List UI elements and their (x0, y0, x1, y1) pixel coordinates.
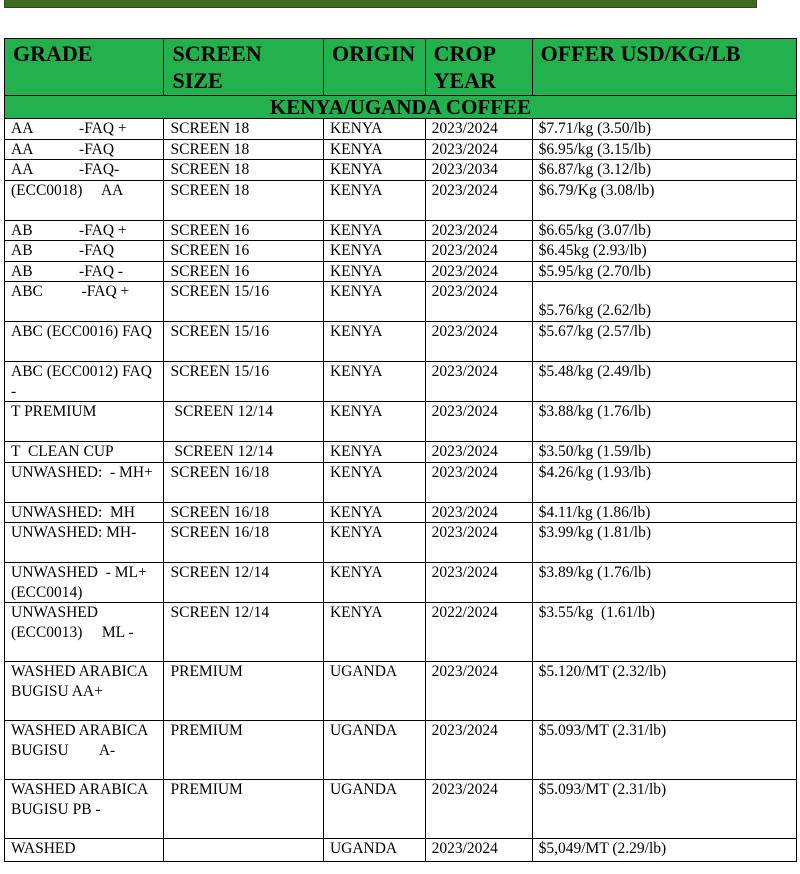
origin-cell-text: KENYA (329, 443, 383, 460)
crop-year-cell (425, 220, 532, 241)
crop-year-cell (425, 282, 532, 322)
grade-cell (5, 563, 164, 603)
screen-size-cell-text: SCREEN 18 (170, 120, 250, 137)
offer-cell-text: $3.89/kg (1.76/lb) (538, 564, 651, 581)
origin-cell (323, 402, 425, 442)
origin-cell-text: KENYA (329, 181, 383, 199)
offer-cell (532, 839, 796, 862)
offer-cell (532, 160, 796, 181)
header-offer: OFFER USD/KG/LB (532, 39, 796, 96)
crop-year-cell-text: 2023/2024 (431, 463, 498, 481)
table-row (5, 780, 797, 839)
screen-size-cell (164, 839, 323, 862)
origin-cell (323, 780, 425, 839)
table-row (5, 180, 797, 220)
origin-cell (323, 322, 425, 362)
crop-year-cell-text: 2023/2024 (431, 283, 498, 300)
crop-year-cell-text: 2023/2024 (431, 840, 498, 857)
grade-cell (5, 322, 164, 362)
screen-size-cell-text: SCREEN 16/18 (170, 503, 270, 521)
grade-cell (5, 839, 164, 862)
offer-cell (532, 220, 796, 241)
grade-cell-text: WASHED (11, 840, 76, 857)
offer-cell-text: $6.87/kg (3.12/lb) (538, 161, 651, 178)
screen-size-cell-text: SCREEN 15/16 (170, 323, 270, 340)
grade-cell-text: UNWASHED: MH- (11, 524, 137, 541)
screen-size-cell-text: SCREEN 16 (170, 221, 250, 239)
offer-cell (532, 402, 796, 442)
crop-year-cell-text: 2023/2024 (431, 242, 498, 259)
grade-cell (5, 721, 164, 780)
origin-cell-text: KENYA (329, 524, 383, 541)
offer-cell (532, 721, 796, 780)
crop-year-cell (425, 780, 532, 839)
grade-cell-text: AA -FAQ (11, 140, 115, 158)
offer-cell-text: $3.50/kg (1.59/lb) (538, 443, 651, 460)
crop-year-cell-text: 2023/2024 (431, 323, 498, 340)
crop-year-cell-text: 2023/2024 (431, 663, 498, 680)
crop-year-cell (425, 462, 532, 502)
header-screen-size: SCREEN SIZE (164, 39, 323, 96)
origin-cell-text: KENYA (329, 242, 383, 259)
table-row (5, 282, 797, 322)
grade-cell-text: UNWASHED: - MH+ (11, 463, 153, 481)
header-origin: ORIGIN (323, 39, 425, 96)
offer-cell-text: $3.88/kg (1.76/lb) (538, 403, 651, 420)
offer-cell-text: $5.95/kg (2.70/lb) (538, 262, 651, 280)
grade-cell-text: (ECC0018) AA (11, 181, 124, 199)
screen-size-cell-text: PREMIUM (170, 663, 243, 680)
screen-size-cell-text: SCREEN 16/18 (170, 463, 270, 481)
grade-cell-text: AA -FAQ + (11, 120, 127, 137)
screen-size-cell (164, 322, 323, 362)
origin-cell (323, 462, 425, 502)
offer-cell-text: $4.26/kg (1.93/lb) (538, 463, 651, 481)
crop-year-cell-text: 2023/2024 (431, 403, 498, 420)
grade-cell (5, 119, 164, 140)
origin-cell-text: KENYA (329, 463, 383, 481)
crop-year-cell-text: 2023/2024 (431, 221, 498, 239)
screen-size-cell-text: SCREEN 16 (170, 242, 250, 259)
origin-cell-text: KENYA (329, 323, 383, 340)
crop-year-cell-text: 2023/2024 (431, 262, 498, 280)
table-row (5, 502, 797, 523)
table-row (5, 523, 797, 563)
table-row (5, 139, 797, 160)
screen-size-cell (164, 362, 323, 402)
screen-size-cell-text: PREMIUM (170, 781, 243, 798)
crop-year-cell (425, 839, 532, 862)
crop-year-cell (425, 402, 532, 442)
grade-cell (5, 523, 164, 563)
origin-cell-text: KENYA (329, 503, 383, 521)
crop-year-cell (425, 180, 532, 220)
offer-cell (532, 780, 796, 839)
origin-cell (323, 241, 425, 262)
screen-size-cell (164, 261, 323, 282)
grade-cell-text: UNWASHED: MH (11, 503, 135, 521)
offer-cell (532, 282, 796, 322)
header-bar (4, 0, 757, 8)
offer-cell-text: $6.45kg (2.93/lb) (538, 242, 647, 259)
origin-cell (323, 139, 425, 160)
screen-size-cell-text: SCREEN 12/14 (170, 403, 273, 420)
screen-size-cell (164, 563, 323, 603)
screen-size-cell-text: SCREEN 12/14 (170, 564, 270, 581)
screen-size-cell (164, 662, 323, 721)
table-row (5, 220, 797, 241)
screen-size-cell (164, 241, 323, 262)
grade-cell-text: ABC -FAQ + (11, 283, 130, 300)
screen-size-cell (164, 462, 323, 502)
offer-cell (532, 563, 796, 603)
screen-size-cell (164, 780, 323, 839)
origin-cell-text: KENYA (329, 403, 383, 420)
origin-cell (323, 442, 425, 463)
table-row (5, 462, 797, 502)
table-row (5, 662, 797, 721)
origin-cell-text: UGANDA (329, 722, 398, 739)
coffee-offer-table (4, 38, 797, 862)
offer-cell (532, 502, 796, 523)
screen-size-cell (164, 402, 323, 442)
origin-cell (323, 603, 425, 662)
screen-size-cell-text: SCREEN 15/16 (170, 363, 270, 380)
screen-size-cell (164, 442, 323, 463)
origin-cell (323, 721, 425, 780)
grade-cell (5, 180, 164, 220)
offer-cell-text: $6.65/kg (3.07/lb) (538, 221, 651, 239)
offer-cell-text: $3.55/kg (1.61/lb) (538, 604, 655, 621)
crop-year-cell-text: 2023/2024 (431, 564, 498, 581)
grade-cell-text: T CLEAN CUP (11, 443, 114, 460)
crop-year-cell-text: 2023/2024 (431, 722, 498, 739)
screen-size-cell (164, 139, 323, 160)
grade-cell-text: AB -FAQ (11, 242, 115, 259)
grade-cell-text: UNWASHED (ECC0013) ML - (11, 604, 134, 641)
origin-cell-text: KENYA (329, 283, 383, 300)
origin-cell (323, 502, 425, 523)
header-crop-year: CROP YEAR (425, 39, 532, 96)
origin-cell (323, 662, 425, 721)
screen-size-cell-text: SCREEN 12/14 (170, 443, 273, 460)
screen-size-cell (164, 721, 323, 780)
screen-size-cell (164, 523, 323, 563)
grade-cell-text: T PREMIUM (11, 403, 97, 420)
table-row (5, 839, 797, 862)
table-row (5, 603, 797, 662)
origin-cell (323, 362, 425, 402)
crop-year-cell-text: 2023/2024 (431, 363, 498, 380)
screen-size-cell-text: SCREEN 12/14 (170, 604, 270, 621)
origin-cell-text: KENYA (329, 604, 383, 621)
crop-year-cell (425, 502, 532, 523)
screen-size-cell (164, 180, 323, 220)
origin-cell-text: KENYA (329, 221, 383, 239)
screen-size-cell-text: SCREEN 18 (170, 161, 250, 178)
origin-cell-text: KENYA (329, 140, 383, 158)
origin-cell (323, 180, 425, 220)
grade-cell-text: AB -FAQ - (11, 262, 124, 280)
origin-cell-text: UGANDA (329, 840, 398, 857)
offer-cell (532, 322, 796, 362)
screen-size-cell-text: PREMIUM (170, 722, 243, 739)
crop-year-cell (425, 603, 532, 662)
offer-cell (532, 241, 796, 262)
screen-size-cell (164, 502, 323, 523)
crop-year-cell (425, 160, 532, 181)
offer-cell-text: $5.67/kg (2.57/lb) (538, 323, 651, 340)
offer-cell (532, 523, 796, 563)
grade-cell-text: AB -FAQ + (11, 221, 127, 239)
origin-cell-text: UGANDA (329, 781, 398, 798)
table-row (5, 322, 797, 362)
offer-cell-text: $4.11/kg (1.86/lb) (538, 503, 651, 521)
crop-year-cell (425, 322, 532, 362)
grade-cell (5, 160, 164, 181)
offer-cell (532, 603, 796, 662)
origin-cell (323, 563, 425, 603)
origin-cell (323, 282, 425, 322)
grade-cell (5, 662, 164, 721)
origin-cell-text: KENYA (329, 161, 383, 178)
crop-year-cell-text: 2023/2024 (431, 443, 498, 460)
crop-year-cell-text: 2023/2024 (431, 503, 498, 521)
origin-cell-text: KENYA (329, 262, 383, 280)
crop-year-cell (425, 362, 532, 402)
screen-size-cell (164, 220, 323, 241)
grade-cell-text: UNWASHED - ML+ (ECC0014) (11, 564, 151, 601)
origin-cell (323, 523, 425, 563)
table-row (5, 119, 797, 140)
table-header-row (5, 39, 797, 96)
offer-cell (532, 362, 796, 402)
screen-size-cell-text: SCREEN 16/18 (170, 524, 270, 541)
screen-size-cell (164, 119, 323, 140)
grade-cell-text: WASHED ARABICA BUGISU PB - (11, 781, 152, 818)
table-row (5, 241, 797, 262)
offer-cell-text: $5,049/MT (2.29/lb) (538, 840, 667, 857)
grade-cell (5, 282, 164, 322)
crop-year-cell (425, 563, 532, 603)
grade-cell-text: AA -FAQ- (11, 161, 120, 178)
crop-year-cell (425, 119, 532, 140)
grade-cell-text: WASHED ARABICA BUGISU A- (11, 722, 152, 759)
offer-cell-text: $5.093/MT (2.31/lb) (538, 722, 667, 739)
offer-cell-text: $6.95/kg (3.15/lb) (538, 140, 651, 158)
grade-cell (5, 780, 164, 839)
screen-size-cell (164, 603, 323, 662)
offer-cell-text: $5.093/MT (2.31/lb) (538, 781, 667, 798)
grade-cell (5, 502, 164, 523)
origin-cell (323, 839, 425, 862)
table-row (5, 160, 797, 181)
crop-year-cell-text: 2023/2024 (431, 140, 498, 158)
grade-cell-text: ABC (ECC0012) FAQ - (11, 363, 156, 400)
crop-year-cell (425, 241, 532, 262)
crop-year-cell (425, 721, 532, 780)
screen-size-cell-text: SCREEN 16 (170, 262, 250, 280)
grade-cell (5, 362, 164, 402)
offer-cell-text: $6.79/Kg (3.08/lb) (538, 181, 655, 199)
crop-year-cell (425, 261, 532, 282)
table-row (5, 721, 797, 780)
header-grade: GRADE (5, 39, 164, 96)
crop-year-cell-text: 2023/2024 (431, 120, 498, 137)
grade-cell (5, 603, 164, 662)
table-row (5, 442, 797, 463)
origin-cell-text: KENYA (329, 363, 383, 380)
crop-year-cell-text: 2023/2024 (431, 781, 498, 798)
table-row (5, 362, 797, 402)
origin-cell (323, 261, 425, 282)
grade-cell (5, 462, 164, 502)
screen-size-cell (164, 282, 323, 322)
offer-cell (532, 180, 796, 220)
screen-size-cell-text: SCREEN 18 (170, 140, 250, 158)
offer-cell-text: $3.99/kg (1.81/lb) (538, 524, 651, 541)
offer-cell (532, 261, 796, 282)
screen-size-cell-text: SCREEN 15/16 (170, 283, 270, 300)
grade-cell (5, 442, 164, 463)
offer-cell (532, 462, 796, 502)
crop-year-cell-text: 2023/2024 (431, 524, 498, 541)
crop-year-cell (425, 523, 532, 563)
crop-year-cell (425, 139, 532, 160)
table-row (5, 261, 797, 282)
origin-cell-text: KENYA (329, 564, 383, 581)
crop-year-cell (425, 442, 532, 463)
offer-cell (532, 442, 796, 463)
grade-cell-text: ABC (ECC0016) FAQ (11, 323, 152, 340)
offer-cell (532, 119, 796, 140)
screen-size-cell (164, 160, 323, 181)
crop-year-cell (425, 662, 532, 721)
section-title-row (5, 96, 797, 119)
offer-cell-text: $5.120/MT (2.32/lb) (538, 663, 667, 680)
grade-cell (5, 139, 164, 160)
origin-cell (323, 220, 425, 241)
grade-cell (5, 241, 164, 262)
crop-year-cell-text: 2022/2024 (431, 604, 498, 621)
grade-cell (5, 261, 164, 282)
section-title: KENYA/UGANDA COFFEE (5, 96, 797, 119)
crop-year-cell-text: 2023/2034 (431, 161, 498, 178)
origin-cell (323, 160, 425, 181)
offer-cell (532, 662, 796, 721)
grade-cell-text: WASHED ARABICA BUGISU AA+ (11, 663, 152, 700)
grade-cell (5, 402, 164, 442)
origin-cell (323, 119, 425, 140)
offer-cell (532, 139, 796, 160)
origin-cell-text: UGANDA (329, 663, 398, 680)
offer-cell-text: $5.48/kg (2.49/lb) (538, 363, 651, 380)
screen-size-cell-text: SCREEN 18 (170, 181, 250, 199)
table-row (5, 402, 797, 442)
offer-cell-text: $5.76/kg (2.62/lb) (538, 302, 651, 319)
offer-cell-text: $7.71/kg (3.50/lb) (538, 120, 651, 137)
grade-cell (5, 220, 164, 241)
table-row (5, 563, 797, 603)
origin-cell-text: KENYA (329, 120, 383, 137)
crop-year-cell-text: 2023/2024 (431, 181, 498, 199)
